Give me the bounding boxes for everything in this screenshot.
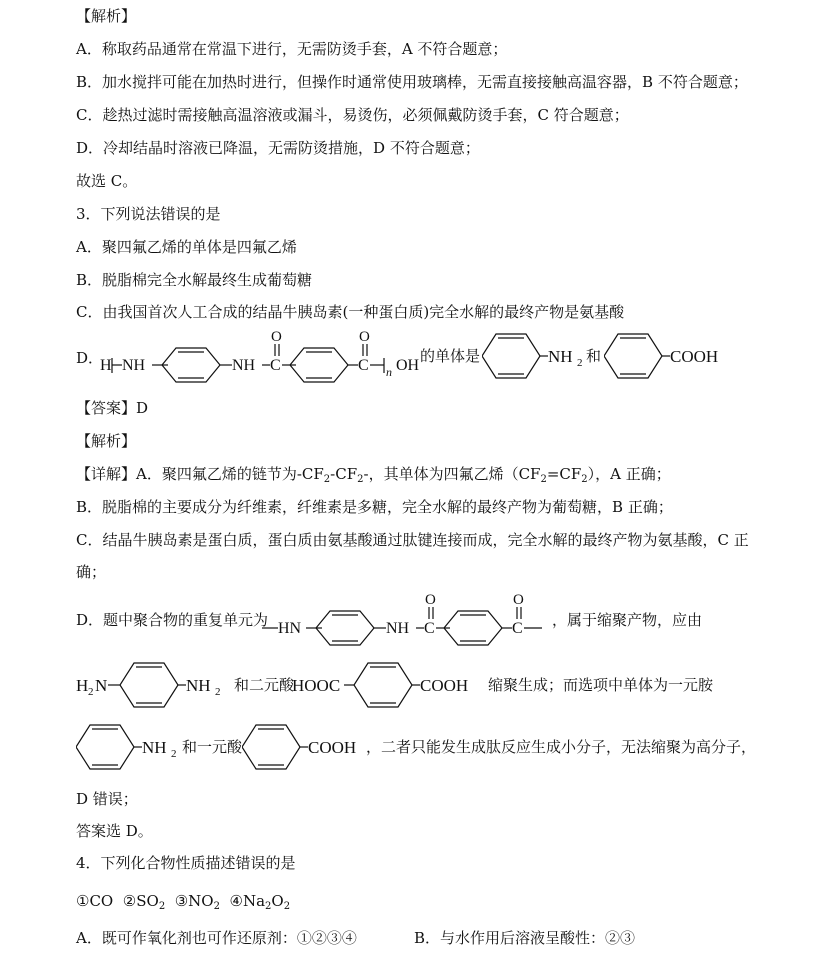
nh-group: NH bbox=[232, 357, 256, 374]
conclusion: 故选 C。 bbox=[76, 172, 138, 190]
carbonyl-carbon: C bbox=[270, 357, 281, 374]
detail-b: B．脱脂棉的主要成分为纤维素，纤维素是多糖，完全水解的最终产物为葡萄糖，B 正确； bbox=[76, 498, 673, 516]
h-atom: H bbox=[100, 357, 112, 374]
detail-d-line1: D．题中聚合物的重复单元为 bbox=[76, 611, 269, 629]
conclusion: 答案选 D。 bbox=[76, 822, 153, 840]
carbonyl-oxygen: O bbox=[425, 592, 436, 608]
diacid-structure bbox=[292, 656, 492, 718]
cooh-group: COOH bbox=[670, 347, 719, 366]
n-subscript: n bbox=[386, 365, 392, 379]
nh-group: NH bbox=[122, 357, 146, 374]
subscript-2: 2 bbox=[88, 686, 94, 698]
detail-d-line2-tail: 缩聚生成；而选项中单体为一元胺 bbox=[488, 676, 714, 694]
option-a: A．既可作氧化剂也可作还原剂：①②③④ bbox=[76, 929, 357, 947]
option-d-label: D． bbox=[76, 349, 104, 367]
question-stem: 3．下列说法错误的是 bbox=[76, 205, 221, 223]
subscript-2: 2 bbox=[215, 686, 221, 698]
detail-a: A．称取药品通常在常温下进行，无需防烫手套，A 不符合题意； bbox=[76, 40, 508, 58]
nh2-group: NH bbox=[548, 347, 573, 366]
carbonyl-carbon: C bbox=[512, 620, 523, 637]
detail-d-monoacid-label: 和一元酸 bbox=[182, 738, 243, 756]
option-b: B．脱脂棉完全水解最终生成葡萄糖 bbox=[76, 271, 313, 289]
diamine-structure bbox=[76, 656, 236, 718]
option-b: B．与水作用后溶液呈酸性：②③ bbox=[414, 929, 636, 947]
analysis-tag: 【解析】 bbox=[76, 7, 137, 25]
carbonyl-carbon: C bbox=[424, 620, 435, 637]
option-a: A．聚四氟乙烯的单体是四氟乙烯 bbox=[76, 238, 297, 256]
cooh-group: COOH bbox=[420, 676, 469, 695]
repeat-unit-structure bbox=[258, 588, 558, 654]
hn-group: HN bbox=[278, 620, 302, 637]
nh2-group: NH bbox=[186, 676, 211, 695]
carbonyl-oxygen: O bbox=[271, 329, 282, 345]
detail-d-diacid-label: 和二元酸 bbox=[234, 676, 295, 694]
h-atom: H bbox=[76, 676, 89, 695]
benzoic-acid-structure bbox=[604, 328, 728, 388]
detail-c: C．趁热过滤时需接触高温溶液或漏斗，易烫伤，必须佩戴防烫手套，C 符合题意； bbox=[76, 106, 629, 124]
option-d-and: 和 bbox=[586, 347, 602, 365]
cooh-group: COOH bbox=[308, 738, 357, 757]
detail-a: 【详解】A．聚四氟乙烯的链节为$-CF_2-CF_2-$，其单体为四氟乙烯$(CF_2=CF_2)$，A 正确； bbox=[76, 465, 671, 485]
option-d-mid: 的单体是 bbox=[420, 347, 481, 365]
detail-c-line1: C．结晶牛胰岛素是蛋白质，蛋白质由氨基酸通过肽键连接而成，完全水解的最终产物为氨基酸，C 正 bbox=[76, 531, 749, 549]
detail-b: B．加水搅拌可能在加热时进行，但操作时通常使用玻璃棒，无需直接接触高温容器，B 不符合题意； bbox=[76, 73, 748, 91]
detail-d-line1-tail: ，属于缩聚产物，应由 bbox=[552, 611, 703, 629]
detail-d-conclusion: D 错误； bbox=[76, 790, 138, 808]
n-atom: N bbox=[95, 676, 108, 695]
carbonyl-carbon: C bbox=[358, 357, 369, 374]
subscript-2: 2 bbox=[577, 357, 583, 369]
carbonyl-oxygen: O bbox=[513, 592, 524, 608]
answer: 【答案】D bbox=[76, 399, 149, 417]
subscript-2: 2 bbox=[171, 748, 177, 760]
compound-list: ①CO $②SO_2$ $③NO_2$ $④Na_2O_2$ bbox=[76, 892, 291, 912]
polymer-structure bbox=[96, 326, 426, 392]
analysis-tag: 【解析】 bbox=[76, 432, 137, 450]
detail-d-line3-tail: ，二者只能发生成肽反应生成小分子，无法缩聚为高分子， bbox=[366, 738, 757, 756]
hooc-group: HOOC bbox=[292, 676, 341, 695]
option-c: C．由我国首次人工合成的结晶牛胰岛素(一种蛋白质)完全水解的最终产物是氨基酸 bbox=[76, 303, 625, 321]
detail-d: D．冷却结晶时溶液已降温，无需防烫措施，D 不符合题意； bbox=[76, 139, 480, 157]
nh2-group: NH bbox=[142, 738, 167, 757]
monoamine-structure bbox=[76, 718, 186, 780]
detail-c-line2: 确； bbox=[76, 563, 107, 581]
oh-group: OH bbox=[396, 357, 420, 374]
carbonyl-oxygen: O bbox=[359, 329, 370, 345]
nh-group: NH bbox=[386, 620, 410, 637]
question-stem: 4．下列化合物性质描述错误的是 bbox=[76, 854, 296, 872]
monoacid-structure bbox=[242, 718, 372, 780]
aniline-structure bbox=[482, 328, 592, 388]
